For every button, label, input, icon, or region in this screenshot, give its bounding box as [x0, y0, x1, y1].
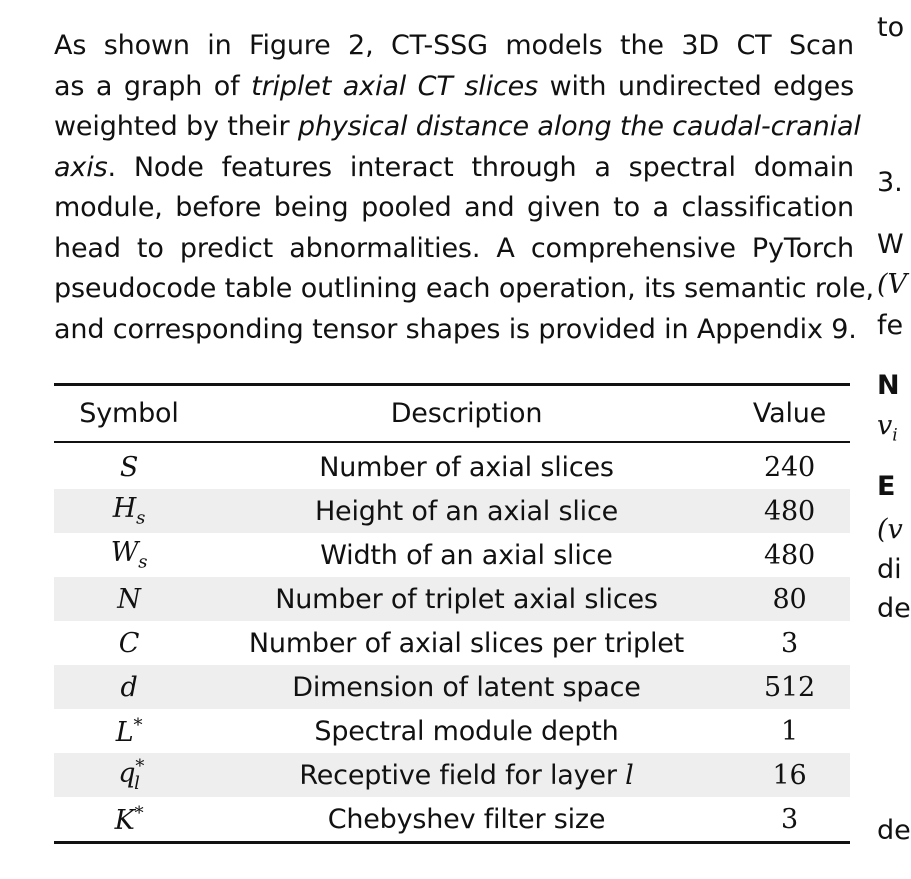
text-run: As shown in Figure 2, CT-SSG models the 3D CT Scan — [54, 30, 854, 61]
text-run: with undirected edges — [538, 70, 854, 102]
text-run: weighted by their — [54, 111, 298, 142]
table-row — [54, 621, 850, 665]
value-cell: 80 — [729, 577, 850, 621]
table-row — [54, 489, 850, 533]
text-run: pseudocode table outlining each operation, its semantic role, — [54, 273, 874, 304]
value-cell: 512 — [729, 665, 850, 709]
header-description: Description — [204, 385, 729, 443]
value-cell: 480 — [764, 539, 815, 571]
description-cell: Chebyshev filter size — [204, 797, 729, 843]
value-cell: 3 — [729, 797, 850, 843]
margin-fragment: de — [877, 815, 911, 846]
value-cell: 480 — [729, 489, 850, 533]
header-symbol: Symbol — [54, 385, 204, 443]
description-cell: Width of an axial slice — [320, 539, 613, 571]
table-row — [54, 442, 850, 489]
symbol-cell: $q^*_l$ — [54, 753, 204, 797]
paragraph-line — [54, 188, 854, 229]
description-cell: Receptive field for layer l — [204, 753, 729, 797]
margin-fragment: (V — [877, 269, 908, 300]
description-cell: Spectral module depth — [314, 715, 619, 747]
emphasis-text: triplet axial CT slices — [251, 70, 539, 102]
symbol-cell: K* — [54, 797, 204, 843]
table-row — [54, 753, 850, 797]
hyperparameter-table — [54, 383, 850, 844]
margin-fragment: E — [877, 471, 896, 502]
description-cell: Height of an axial slice — [204, 489, 729, 533]
value-cell: 16 — [729, 753, 850, 797]
table-row — [54, 665, 850, 709]
symbol-cell: $W_s$ — [110, 537, 148, 573]
text-run: head to predict abnormalities. A comprehensive PyTorch — [54, 232, 854, 264]
margin-fragment: $v_i$ — [877, 410, 898, 446]
description-cell: Dimension of latent space — [204, 665, 729, 709]
paragraph-line — [54, 67, 854, 108]
symbol-cell: S — [119, 451, 139, 483]
table-row — [54, 709, 850, 753]
body-paragraph — [54, 26, 874, 350]
text-run: as a graph of — [54, 70, 252, 102]
symbol-cell: L* — [115, 714, 143, 748]
text-run: and corresponding tensor shapes is provided in Appendix 9. — [54, 313, 857, 345]
paragraph-line — [54, 269, 874, 310]
table-row — [54, 533, 850, 577]
symbol-cell: d — [54, 665, 204, 709]
margin-fragment: 3. — [877, 167, 903, 198]
paragraph-line — [54, 148, 854, 189]
value-cell: 240 — [764, 451, 815, 483]
text-run: . Node features interact through a spectral domain — [107, 151, 854, 183]
value-cell: 1 — [781, 715, 798, 747]
paragraph-line — [54, 107, 861, 148]
margin-fragment: W — [877, 229, 904, 260]
symbol-cell: C — [118, 627, 140, 659]
table-row — [54, 577, 850, 621]
description-cell: Number of triplet axial slices — [204, 577, 729, 621]
emphasis-text: axis — [54, 151, 108, 183]
symbol-cell: $H_s$ — [54, 489, 204, 533]
value-cell: 3 — [781, 627, 798, 659]
description-cell: Number of axial slices — [319, 451, 614, 483]
margin-fragment: to — [877, 12, 905, 43]
description-cell: Number of axial slices per triplet — [248, 627, 685, 659]
margin-fragment: (v — [877, 514, 903, 545]
paragraph-line — [54, 26, 854, 67]
margin-fragment: di — [877, 554, 902, 585]
margin-fragment: N — [877, 370, 900, 401]
table-header-row — [54, 385, 850, 443]
margin-fragment: fe — [877, 310, 904, 341]
table-row — [54, 797, 850, 843]
symbol-cell: N — [54, 577, 204, 621]
paragraph-line — [54, 310, 857, 351]
header-value: Value — [729, 385, 850, 443]
emphasis-text: physical distance along the caudal-cranial — [297, 111, 861, 142]
text-run: module, before being pooled and given to a classification — [54, 192, 854, 223]
margin-fragment: de — [877, 593, 911, 624]
paragraph-line — [54, 229, 854, 270]
